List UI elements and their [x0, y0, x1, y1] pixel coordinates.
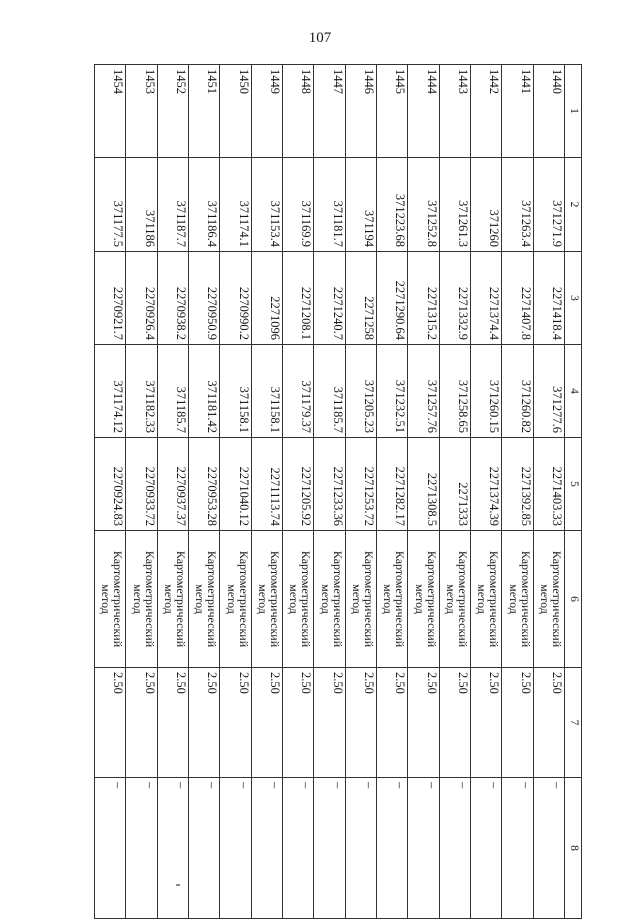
cell-point-number: 1454 — [95, 65, 126, 158]
table-row — [439, 65, 470, 919]
method-text — [194, 535, 218, 663]
cell-y-coordinate: 2271407.8 — [502, 252, 533, 345]
method-text — [414, 535, 438, 663]
cell-x-coordinate-2: 371277.6 — [533, 345, 564, 438]
cell-method — [471, 531, 502, 668]
cell-point-number: 1451 — [189, 65, 220, 158]
cell-note: – — [533, 778, 564, 919]
cell-y-coordinate-2: 2271233.36 — [314, 438, 345, 531]
cell-y-coordinate: 2271418.4 — [533, 252, 564, 345]
cell-method — [283, 531, 314, 668]
cell-x-coordinate-2: 371185.7 — [314, 345, 345, 438]
cell-x-coordinate-2: 371174.12 — [95, 345, 126, 438]
method-text — [320, 535, 344, 663]
method-line-2: метод — [538, 584, 552, 614]
cell-y-coordinate: 2271258 — [345, 252, 376, 345]
method-line-2: метод — [256, 584, 271, 614]
table-row — [189, 65, 220, 919]
cell-note: – — [157, 778, 188, 919]
cell-y-coordinate: 2270990.2 — [220, 252, 251, 345]
method-line-1: Картометрический — [456, 550, 471, 648]
cell-point-number: 1444 — [408, 65, 439, 158]
cell-point-number: 1450 — [220, 65, 251, 158]
table-body — [95, 65, 565, 919]
method-text — [476, 535, 500, 663]
cell-accuracy: 2.50 — [471, 668, 502, 778]
table-row — [157, 65, 188, 919]
cell-method — [189, 531, 220, 668]
cell-x-coordinate: 371177.5 — [95, 158, 126, 252]
cell-point-number: 1448 — [283, 65, 314, 158]
cell-y-coordinate: 2271290.64 — [377, 252, 408, 345]
cell-x-coordinate-2: 371257.76 — [408, 345, 439, 438]
cell-note: – — [345, 778, 376, 919]
cell-x-coordinate-2: 371205.23 — [345, 345, 376, 438]
cell-accuracy: 2.50 — [220, 668, 251, 778]
cell-x-coordinate-2: 371260.82 — [502, 345, 533, 438]
cell-x-coordinate-2: 371258.65 — [439, 345, 470, 438]
method-line-2: метод — [475, 584, 490, 614]
cell-x-coordinate: 371174.1 — [220, 158, 251, 252]
cell-method — [126, 531, 157, 668]
table-header-row — [565, 65, 582, 919]
method-text — [382, 535, 406, 663]
cell-accuracy: 2.50 — [126, 668, 157, 778]
method-line-1: Картометрический — [424, 550, 439, 648]
cell-x-coordinate: 371187.7 — [157, 158, 188, 252]
cell-point-number: 1447 — [314, 65, 345, 158]
method-line-1: Картометрический — [330, 550, 345, 648]
cell-point-number: 1445 — [377, 65, 408, 158]
cell-point-number: 1440 — [533, 65, 564, 158]
cell-y-coordinate: 2270950.9 — [189, 252, 220, 345]
method-text — [132, 535, 156, 663]
method-line-2: метод — [350, 584, 365, 614]
cell-note: – — [220, 778, 251, 919]
coordinates-table-rotated — [94, 64, 582, 851]
cell-note: – — [502, 778, 533, 919]
cell-x-coordinate: 371261.3 — [439, 158, 470, 252]
cell-note: – — [377, 778, 408, 919]
cell-point-number: 1446 — [345, 65, 376, 158]
cell-y-coordinate-2: 2271205.92 — [283, 438, 314, 531]
table-row — [408, 65, 439, 919]
method-line-2: метод — [224, 584, 239, 614]
cell-note: – — [314, 778, 345, 919]
method-line-1: Картометрический — [111, 550, 126, 648]
table-row — [251, 65, 282, 919]
method-text — [445, 535, 469, 663]
cell-method — [314, 531, 345, 668]
cell-point-number: 1452 — [157, 65, 188, 158]
cell-note: – — [251, 778, 282, 919]
method-line-1: Картометрический — [299, 550, 314, 648]
method-line-1: Картометрический — [550, 550, 564, 648]
cell-accuracy: 2.50 — [251, 668, 282, 778]
method-text — [351, 535, 375, 663]
cell-point-number: 1441 — [502, 65, 533, 158]
cell-y-coordinate-2: 2270924.83 — [95, 438, 126, 531]
method-text — [100, 535, 124, 663]
cell-y-coordinate-2: 2271333 — [439, 438, 470, 531]
cell-y-coordinate-2: 2271403.33 — [533, 438, 564, 531]
cell-x-coordinate: 371186.4 — [189, 158, 220, 252]
cell-x-coordinate: 371169.9 — [283, 158, 314, 252]
header-col-5: 5 — [565, 438, 582, 531]
cell-x-coordinate: 371153.4 — [251, 158, 282, 252]
cell-accuracy: 2.50 — [502, 668, 533, 778]
cell-x-coordinate-2: 371158.1 — [251, 345, 282, 438]
cell-x-coordinate-2: 371182.33 — [126, 345, 157, 438]
header-col-1: 1 — [565, 65, 582, 158]
cell-accuracy: 2.50 — [345, 668, 376, 778]
cell-y-coordinate: 2271374.4 — [471, 252, 502, 345]
table-row — [314, 65, 345, 919]
cell-note: – — [126, 778, 157, 919]
method-line-1: Картометрический — [518, 550, 533, 648]
cell-x-coordinate-2: 371179.37 — [283, 345, 314, 438]
cell-y-coordinate: 2271208.1 — [283, 252, 314, 345]
cell-note: – — [471, 778, 502, 919]
method-line-2: метод — [287, 584, 302, 614]
cell-y-coordinate-2: 2271392.85 — [502, 438, 533, 531]
cell-y-coordinate-2: 2270937.37 — [157, 438, 188, 531]
header-col-8: 8 — [565, 778, 582, 919]
cell-x-coordinate: 371223.68 — [377, 158, 408, 252]
method-line-1: Картометрический — [236, 550, 251, 648]
table-row — [95, 65, 126, 919]
scan-mark — [176, 884, 180, 886]
cell-accuracy: 2.50 — [377, 668, 408, 778]
table-row — [126, 65, 157, 919]
method-line-2: метод — [99, 584, 114, 614]
cell-note: – — [189, 778, 220, 919]
method-line-2: метод — [130, 584, 145, 614]
cell-method — [377, 531, 408, 668]
table-row — [220, 65, 251, 919]
cell-y-coordinate-2: 2271374.39 — [471, 438, 502, 531]
method-line-2: метод — [444, 584, 459, 614]
cell-x-coordinate: 371186 — [126, 158, 157, 252]
cell-point-number: 1453 — [126, 65, 157, 158]
cell-accuracy: 2.50 — [283, 668, 314, 778]
header-col-4: 4 — [565, 345, 582, 438]
cell-x-coordinate: 371252.8 — [408, 158, 439, 252]
cell-x-coordinate: 371194 — [345, 158, 376, 252]
cell-method — [95, 531, 126, 668]
cell-point-number: 1443 — [439, 65, 470, 158]
cell-method — [220, 531, 251, 668]
cell-y-coordinate: 2270921.7 — [95, 252, 126, 345]
method-text — [539, 535, 563, 663]
cell-y-coordinate-2: 2270933.72 — [126, 438, 157, 531]
cell-x-coordinate: 371263.4 — [502, 158, 533, 252]
cell-y-coordinate-2: 2271040.12 — [220, 438, 251, 531]
cell-x-coordinate: 371181.7 — [314, 158, 345, 252]
coordinates-table — [94, 64, 582, 919]
cell-point-number: 1449 — [251, 65, 282, 158]
cell-method — [345, 531, 376, 668]
method-text — [288, 535, 312, 663]
cell-x-coordinate-2: 371232.51 — [377, 345, 408, 438]
method-text — [257, 535, 281, 663]
method-line-1: Картометрический — [268, 550, 283, 648]
header-col-2: 2 — [565, 158, 582, 252]
cell-y-coordinate: 2271315.2 — [408, 252, 439, 345]
method-line-1: Картометрический — [393, 550, 408, 648]
cell-note: – — [283, 778, 314, 919]
cell-x-coordinate-2: 371158.1 — [220, 345, 251, 438]
cell-y-coordinate: 2270926.4 — [126, 252, 157, 345]
table-row — [283, 65, 314, 919]
cell-accuracy: 2.50 — [439, 668, 470, 778]
cell-method — [157, 531, 188, 668]
cell-accuracy: 2.50 — [189, 668, 220, 778]
cell-method — [439, 531, 470, 668]
header-col-3: 3 — [565, 252, 582, 345]
method-line-2: метод — [381, 584, 396, 614]
table-row — [377, 65, 408, 919]
cell-x-coordinate-2: 371181.42 — [189, 345, 220, 438]
cell-x-coordinate: 371271.9 — [533, 158, 564, 252]
table-row — [502, 65, 533, 919]
method-line-2: метод — [162, 584, 177, 614]
method-text — [226, 535, 250, 663]
method-line-2: метод — [506, 584, 521, 614]
method-text — [508, 535, 532, 663]
cell-y-coordinate-2: 2270953.28 — [189, 438, 220, 531]
method-line-1: Картометрический — [174, 550, 189, 648]
header-col-6: 6 — [565, 531, 582, 668]
cell-accuracy: 2.50 — [533, 668, 564, 778]
page-number: 107 — [308, 30, 332, 46]
cell-y-coordinate: 2270938.2 — [157, 252, 188, 345]
cell-method — [408, 531, 439, 668]
cell-y-coordinate-2: 2271282.17 — [377, 438, 408, 531]
cell-x-coordinate-2: 371260.15 — [471, 345, 502, 438]
table-row — [533, 65, 564, 919]
cell-note: – — [439, 778, 470, 919]
cell-y-coordinate-2: 2271113.74 — [251, 438, 282, 531]
cell-note: – — [408, 778, 439, 919]
cell-accuracy: 2.50 — [408, 668, 439, 778]
method-line-2: метод — [318, 584, 333, 614]
cell-x-coordinate-2: 371185.7 — [157, 345, 188, 438]
cell-note: – — [95, 778, 126, 919]
method-line-2: метод — [412, 584, 427, 614]
cell-accuracy: 2.50 — [95, 668, 126, 778]
header-col-7: 7 — [565, 668, 582, 778]
cell-method — [251, 531, 282, 668]
table-row — [345, 65, 376, 919]
cell-y-coordinate-2: 2271308.5 — [408, 438, 439, 531]
method-text — [163, 535, 187, 663]
cell-x-coordinate: 371260 — [471, 158, 502, 252]
method-line-2: метод — [193, 584, 208, 614]
cell-y-coordinate-2: 2271253.72 — [345, 438, 376, 531]
cell-method — [502, 531, 533, 668]
method-line-1: Картометрический — [142, 550, 157, 648]
cell-method — [533, 531, 564, 668]
cell-y-coordinate: 2271240.7 — [314, 252, 345, 345]
cell-y-coordinate: 2271332.9 — [439, 252, 470, 345]
method-line-1: Картометрический — [205, 550, 220, 648]
table-row — [471, 65, 502, 919]
method-line-1: Картометрический — [362, 550, 377, 648]
cell-point-number: 1442 — [471, 65, 502, 158]
cell-accuracy: 2.50 — [157, 668, 188, 778]
cell-accuracy: 2.50 — [314, 668, 345, 778]
cell-y-coordinate: 2271096 — [251, 252, 282, 345]
method-line-1: Картометрический — [487, 550, 502, 648]
